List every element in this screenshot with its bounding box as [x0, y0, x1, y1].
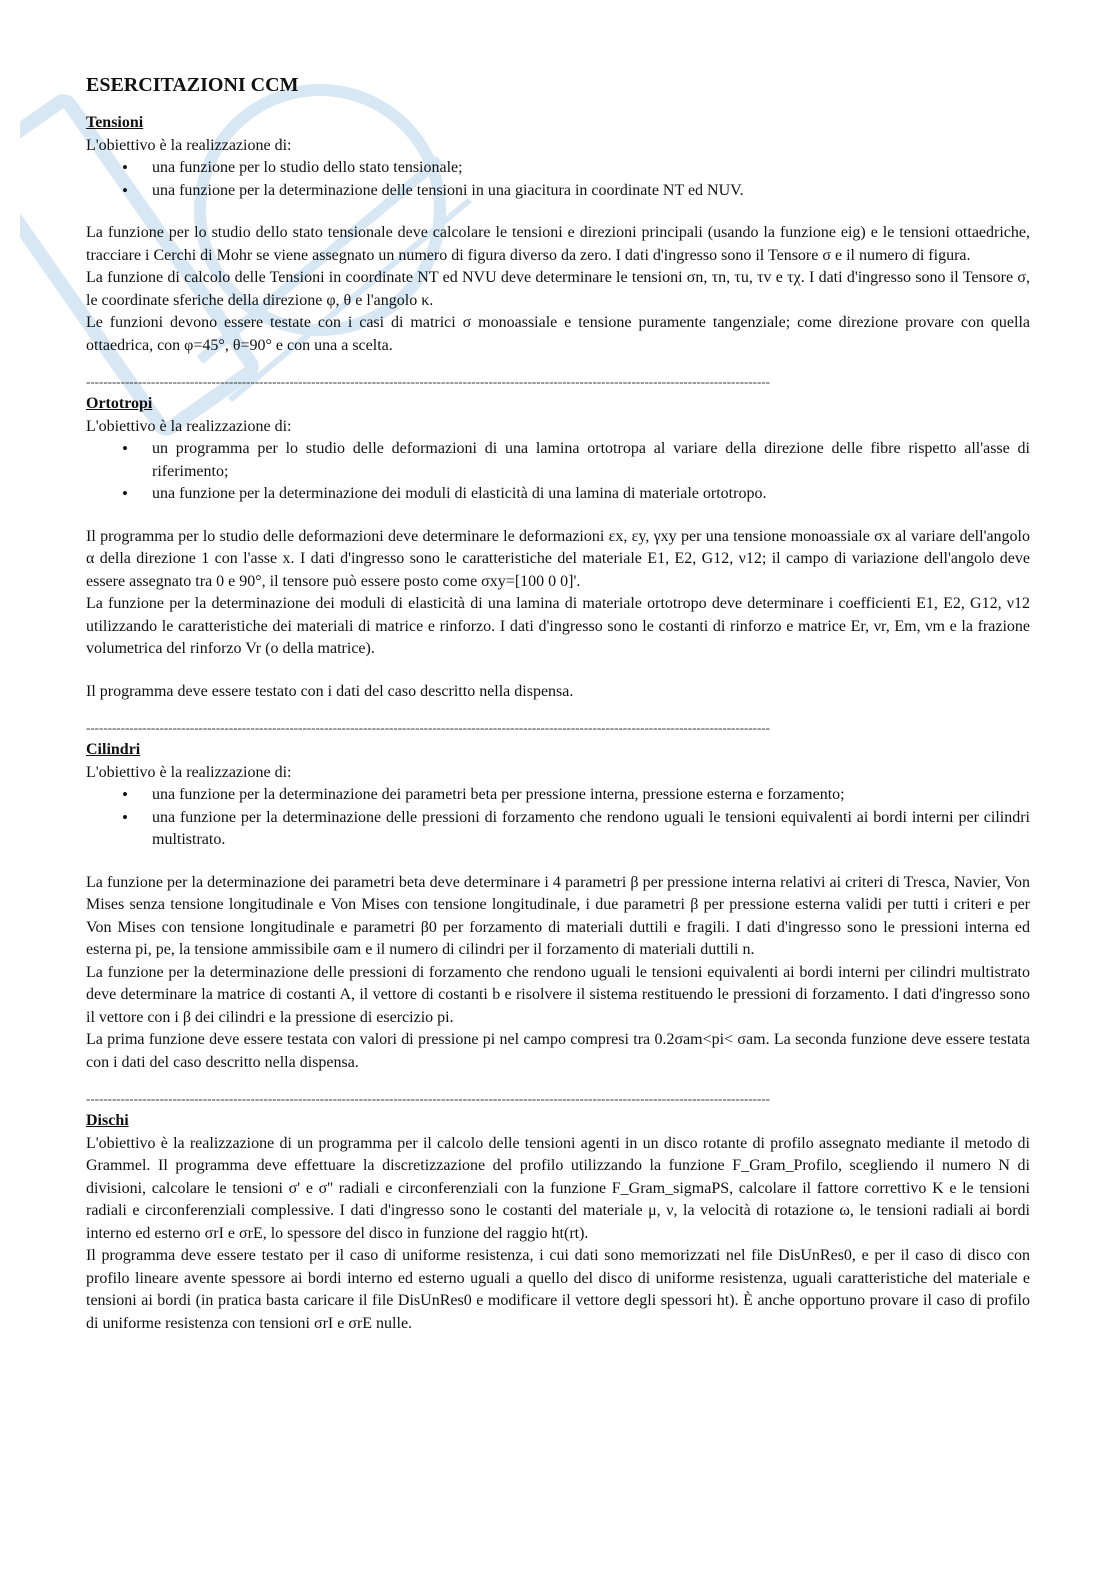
- list-item: • una funzione per la determinazione delle pressioni di forzamento che rendono uguali le tensioni equivalenti ai bordi interni per cilindri multistrato.: [122, 807, 1030, 852]
- section-dischi: [86, 1110, 1030, 1335]
- paragraph: La funzione per la determinazione delle pressioni di forzamento che rendono uguali le tensioni equivalenti ai bordi interni per cilindri multistrato deve determinare la matrice di costanti A, il vettore di costanti b e risolvere il sistema restituendo le pressioni di forzamento. I dati d'ingresso sono il vettore con i β dei cilindri e la pressione di esercizio pi.: [86, 963, 1030, 1026]
- section-intro: L'obiettivo è la realizzazione di:: [86, 763, 292, 781]
- document-page: [86, 72, 1030, 1335]
- paragraph: La funzione per lo studio dello stato tensionale deve calcolare le tensioni e direzioni principali (usando la funzione eig) e le tensioni ottaedriche, tracciare i Cerchi di Mohr se viene assegnato un numero di figura diverso da zero. I dati d'ingresso sono il Tensore σ e il numero di figura.: [86, 224, 1030, 264]
- section-separator: --------------------------------------------------------------------------------------------------------------------------------------------------------------: [86, 1091, 770, 1106]
- paragraph: La funzione di calcolo delle Tensioni in coordinate NT ed NVU deve determinare le tensioni σn, τn, τu, τv e τχ. I dati d'ingresso sono il Tensore σ, le coordinate sferiche della direzione φ, θ e l'angolo κ.: [86, 269, 1031, 309]
- section-heading: Ortotropi: [86, 395, 153, 412]
- paragraph: Il programma deve essere testato con i dati del caso descritto nella dispensa.: [86, 682, 574, 700]
- section-tensioni: [86, 112, 1030, 357]
- paragraph: La funzione per la determinazione dei parametri beta deve determinare i 4 parametri β per pressione interna relativi ai criteri di Tresca, Navier, Von Mises senza tensione longitudinale e Von Mises con tensione longitudinale, i due parametri β per pressione esterna validi per tutti i criteri e per Von Mises con tensione longitudinale e parametri β0 per forzamento di materiali duttili e fragili. I dati d'ingresso sono le pressioni interna ed esterna pi, pe, la tensione ammissibile σam e il numero di cilindri per il forzamento di materiali duttili n.: [86, 873, 1030, 958]
- list-item: • un programma per lo studio delle deformazioni di una lamina ortotropa al variare della direzione delle fibre rispetto all'asse di riferimento;: [122, 438, 1030, 483]
- section-heading: Tensioni: [86, 114, 144, 131]
- list-item: • una funzione per la determinazione delle tensioni in una giacitura in coordinate NT ed NUV.: [122, 180, 1030, 203]
- paragraph: La prima funzione deve essere testata con valori di pressione pi nel campo compresi tra 0.2σam<pi< σam. La seconda funzione deve essere testata con i dati del caso descritto nella dispensa.: [86, 1031, 1030, 1071]
- section-separator: --------------------------------------------------------------------------------------------------------------------------------------------------------------: [86, 374, 770, 389]
- paragraph: Le funzioni devono essere testate con i casi di matrici σ monoassiale e tensione puramente tangenziale; come direzione provare con quella ottaedrica, con φ=45°, θ=90° e con una a scelta.: [86, 314, 1030, 354]
- list-item: • una funzione per la determinazione dei moduli di elasticità di una lamina di materiale ortotropo.: [122, 483, 1030, 506]
- list-item: • una funzione per lo studio dello stato tensionale;: [122, 157, 1030, 180]
- bullet-list: [86, 438, 1030, 506]
- section-separator: --------------------------------------------------------------------------------------------------------------------------------------------------------------: [86, 720, 770, 735]
- list-item: • una funzione per la determinazione dei parametri beta per pressione interna, pressione esterna e forzamento;: [122, 784, 1030, 807]
- section-intro: L'obiettivo è la realizzazione di:: [86, 136, 292, 154]
- section-ortotropi: [86, 393, 1030, 703]
- paragraph: Il programma per lo studio delle deformazioni deve determinare le deformazioni εx, εy, γxy per una tensione monoassiale σx al variare dell'angolo α della direzione 1 con l'asse x. I dati d'ingresso sono le caratteristiche del materiale E1, E2, G12, ν12; il campo di variazione dell'angolo deve essere assegnato tra 0 e 90°, il tensore può essere posto come σxy=[100 0 0]'.: [86, 527, 1030, 590]
- section-cilindri: [86, 739, 1030, 1074]
- paragraph: L'obiettivo è la realizzazione di un programma per il calcolo delle tensioni agenti in un disco rotante di profilo assegnato mediante il metodo di Grammel. Il programma deve effettuare la discretizzazione del profilo utilizzando la funzione F_Gram_Profilo, scegliendo il numero N di divisioni, calcolare le tensioni σ' e σ'' radiali e circonferenziali con la funzione F_Gram_sigmaPS, calcolare il fattore correttivo K e le tensioni radiali e circonferenziali complessive. I dati d'ingresso sono le costanti del materiale μ, ν, la velocità di rotazione ω, le tensioni radiali ai bordi interno ed esterno σrI e σrE, lo spessore del disco in funzione del raggio ht(rt).: [86, 1134, 1030, 1242]
- paragraph: La funzione per la determinazione dei moduli di elasticità di una lamina di materiale ortotropo deve determinare i coefficienti E1, E2, G12, ν12 utilizzando le caratteristiche dei materiali di matrice e rinforzo. I dati d'ingresso sono le costanti di rinforzo e matrice Er, νr, Em, νm e la frazione volumetrica del rinforzo Vr (o della matrice).: [86, 595, 1030, 657]
- bullet-list: [86, 157, 1030, 202]
- bullet-list: [86, 784, 1030, 852]
- paragraph: Il programma deve essere testato per il caso di uniforme resistenza, i cui dati sono memorizzati nel file DisUnRes0, e per il caso di disco con profilo lineare avente spessore ai bordi interno ed esterno uguali a quello del disco di uniforme resistenza, uguali caratteristiche del materiale e tensioni ai bordi (in pratica basta caricare il file DisUnRes0 e modificare il vettore degli spessori ht). È anche opportuno provare il caso di profilo di uniforme resistenza con tensioni σrI e σrE nulle.: [86, 1247, 1030, 1332]
- section-heading: Dischi: [86, 1112, 129, 1129]
- section-heading: Cilindri: [86, 741, 141, 758]
- section-intro: L'obiettivo è la realizzazione di:: [86, 417, 292, 435]
- document-title: ESERCITAZIONI CCM: [86, 74, 299, 96]
